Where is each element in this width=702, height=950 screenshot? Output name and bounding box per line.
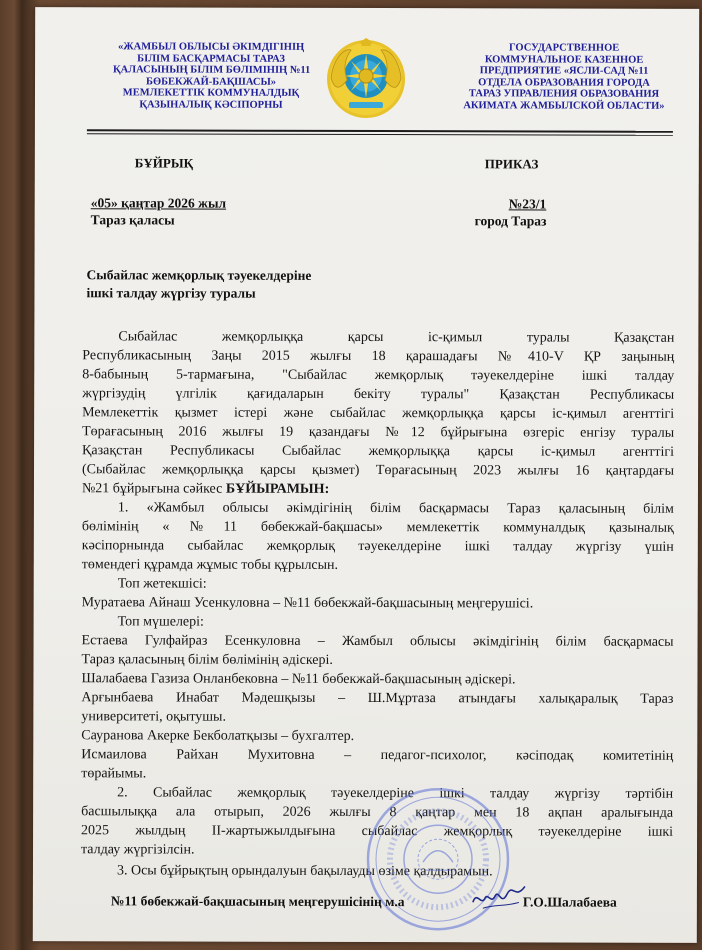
order-city-ru: город Тараз [474, 213, 547, 229]
member-line: Естаева Гулфайраз Есенкуловна – Жамбыл облысы әкімдігінің білім басқармасы [81, 633, 674, 650]
header-divider [87, 129, 673, 133]
body-line: Республикасының Заңы 2015 жылғы 18 қарашадағы №410-V ҚР заңының [82, 348, 675, 365]
header-ru-line: ОТДЕЛА ОБРАЗОВАНИЯ ГОРОДА [478, 76, 650, 89]
header-kz-line: БІЛІМ БАСҚАРМАСЫ ТАРАЗ [137, 52, 286, 65]
members-label: Топ мүшелері: [117, 614, 204, 630]
item2-line: басшылыққа ала отырып, 2026 жылғы 8 қаңтар мен 18 ақпан аралығында [81, 804, 674, 821]
order-number: №23/1 [508, 196, 547, 212]
item1-line: төмендегі құрамда жұмыс тобы құрылсын. [81, 557, 339, 573]
header-kz-line: БӨБЕКЖАЙ-БАҚШАСЫ» [145, 75, 277, 88]
body-line: Қазақстан Республикасы Сыбайлас жемқорлыққа қарсы іс-қимыл агенттігі [82, 443, 675, 460]
header-ru-line: ГОСУДАРСТВЕННОЕ [508, 42, 620, 54]
kazakhstan-emblem-icon [325, 38, 407, 120]
title-line: Сыбайлас жемқорлық тәуекелдеріне [86, 267, 312, 283]
order-word-ru: ПРИКАЗ [484, 156, 539, 172]
body-line: Мемлекеттік қызмет істері және сыбайлас жемқорлыққа қарсы іс-қимыл агенттігі [82, 405, 675, 422]
document-title [86, 266, 311, 303]
body-line: Сыбайлас жемқорлыққа қарсы іс-қимыл туралы Қазақстан [118, 329, 675, 346]
body-line: Төрағасының 2016 жылғы 19 қазандағы №12 бұйрығына өзгеріс енгізу туралы [82, 424, 675, 441]
order-word-kz: БҰЙРЫҚ [134, 155, 194, 171]
member-line: Шалабаева Газиза Онланбековна – №11 бөбекжай-бақшасының әдіскері. [81, 671, 516, 688]
decree-text: №21 бұйрығына сәйкес [81, 481, 226, 497]
header-kz-line: ҚАЛАСЫНЫҢ БІЛІМ БӨЛІМІНІҢ №11 [113, 64, 311, 76]
header-kz-organization [113, 41, 309, 111]
header-ru-line: ПРЕДПРИЯТИЕ «ЯСЛИ-САД №11 [479, 65, 649, 77]
header-ru-line: КОММУНАЛЬНОЕ КАЗЕННОЕ [484, 53, 644, 66]
decree-keyword: БҰЙЫРАМЫН: [225, 481, 330, 497]
member-line: Исмаилова Райхан Мухитовна – педагог-психолог, кәсіподақ комитетінің [81, 747, 674, 764]
body-line: (Сыбайлас жемқорлыққа қарсы қызмет) Төрағасының 2023 жылғы 16 қаңтардағы [81, 462, 675, 479]
title-line: ішкі талдау жүргізу туралы [86, 285, 256, 301]
member-line: Сауранова Акерке Бекболатқызы – бухгалтер. [81, 728, 355, 744]
item2-line: 2. Сыбайлас жемқорлық тәуекелдеріне ішкі талдау жүргізу тәртібін [117, 785, 674, 802]
header-kz-line: ҚАЗЫНАЛЫҚ КӘСІПОРНЫ [139, 98, 283, 111]
order-city-kz: Тараз қаласы [90, 212, 175, 228]
leader-label: Топ жетекшісі: [117, 576, 207, 592]
member-line: төрайымы. [81, 766, 147, 782]
leader-entry: Муратаева Айнаш Усенкуловна – №11 бөбекжай-бақшасының меңгерушісі. [81, 595, 534, 612]
header-ru-line: АКИМАТА ЖАМБЫЛСКОЙ ОБЛАСТИ» [463, 99, 665, 112]
body-line: жүргізудің үлгілік қағидаларын бекіту туралы" Қазақстан Республикасы [82, 386, 675, 403]
handwritten-signature-icon [469, 876, 529, 916]
item3-line: 3. Осы бұйрықтың орындалуын бақылауды өзіме қалдырамын. [116, 863, 493, 880]
header-divider-thin [87, 133, 673, 136]
item1-line: 1. «Жамбыл облысы әкімдігінің білім басқармасы Тараз қаласының білім [117, 500, 674, 517]
order-date: «05» қаңтар 2026 жыл [90, 195, 227, 211]
header-kz-line: «ЖАМБЫЛ ОБЛЫСЫ ӘКІМДІГІНІҢ [117, 41, 305, 53]
header-ru-organization [453, 42, 675, 112]
signatory-position: №11 бөбекжай-бақшасының меңгерушісінің м.а [110, 893, 405, 910]
header-kz-line: МЕМЛЕКЕТТІК КОММУНАЛДЫҚ [122, 87, 300, 99]
signatory-name: Г.О.Шалабаева [522, 894, 617, 910]
member-line: университеті, оқытушы. [81, 709, 226, 725]
document-page [33, 7, 699, 943]
header-ru-line: ТАРАЗ УПРАВЛЕНИЯ ОБРАЗОВАНИЯ [468, 88, 660, 100]
item2-line: талдау жүргізілсін. [80, 842, 195, 858]
item1-line: кәсіпорнында сыбайлас жемқорлық тәуекелдеріне ішкі талдау жүргізу үшін [81, 538, 674, 555]
body-line-decree [82, 481, 674, 499]
member-line: Тараз қаласының білім бөлімінің әдіскері. [81, 652, 333, 668]
member-line: Арғынбаева Инабат Мәдешқызы – Ш.Мұртаза атындағы халықаралық Тараз [81, 690, 674, 707]
item1-line: бөлімінің «№11 бөбекжай-бақшасы» мемлекеттік коммуналдық қазыналық [81, 519, 674, 536]
item2-line: 2025 жылдың ІІ-жартыжылдығына сыбайлас жемқорлық тәуекелдеріне ішкі [81, 823, 674, 840]
body-line: 8-бабының 5-тармағына, "Сыбайлас жемқорлық тәуекелдеріне ішкі талдау [82, 367, 675, 384]
